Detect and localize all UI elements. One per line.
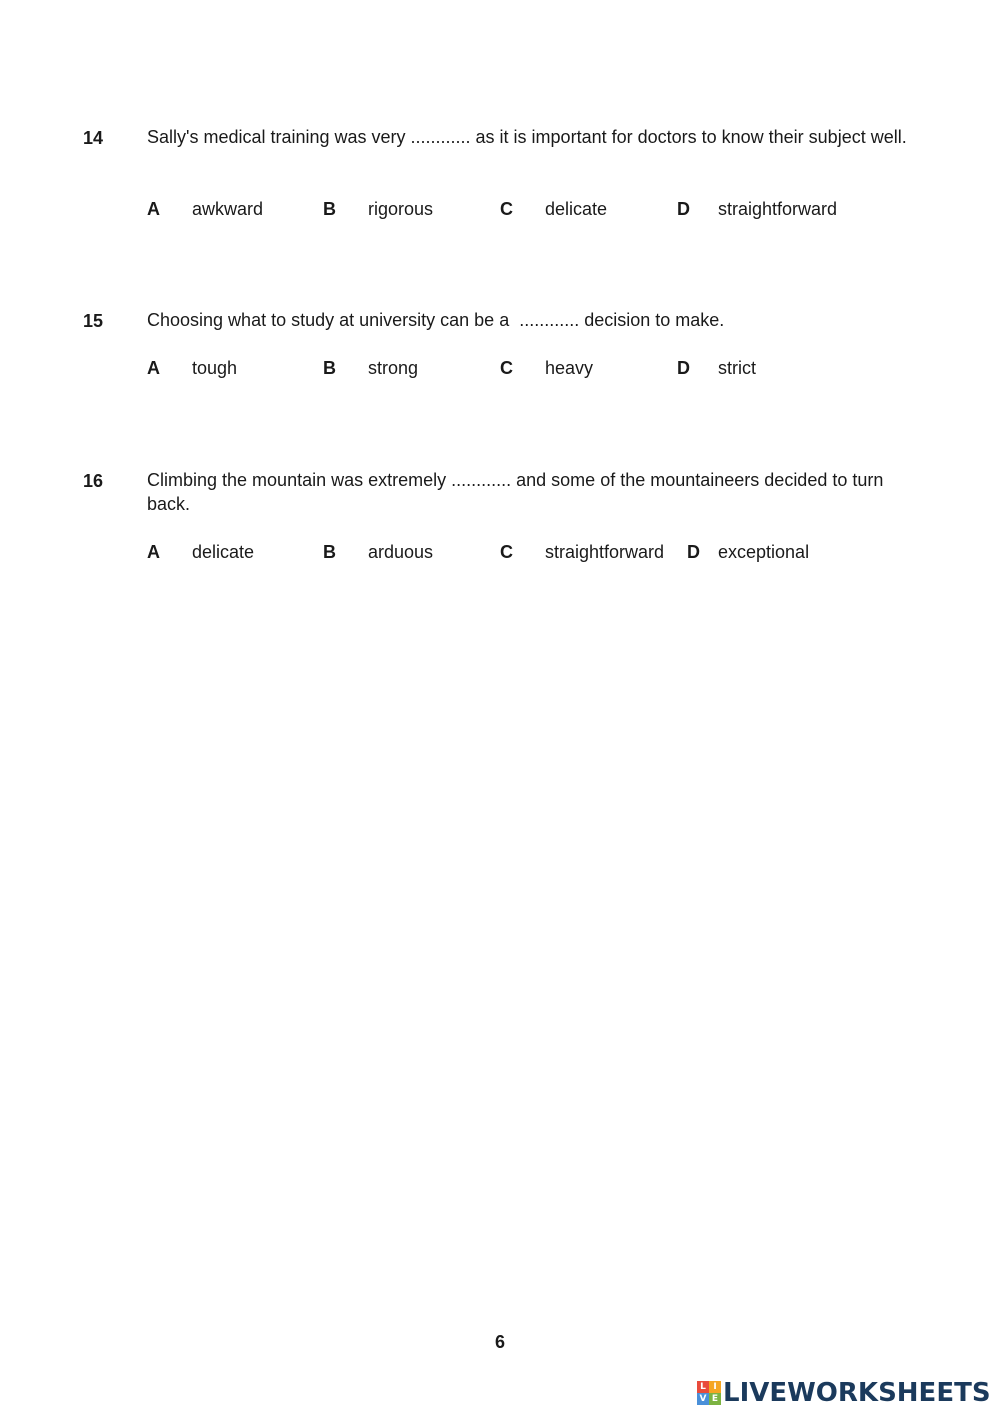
option-a-text[interactable]: delicate <box>192 542 255 562</box>
option-b-letter: B <box>323 542 336 562</box>
option-a-letter: A <box>147 358 160 378</box>
question-number: 16 <box>83 471 104 491</box>
option-c-text[interactable]: delicate <box>545 199 608 219</box>
question-number: 15 <box>83 311 104 331</box>
question-text: Climbing the mountain was extremely ............ and some of the mountaineers decided to turn back. <box>147 470 884 514</box>
logo-letter-i: I <box>709 1381 721 1393</box>
option-d-letter: D <box>677 199 690 219</box>
option-b-text[interactable]: arduous <box>368 542 434 562</box>
option-c-text[interactable]: heavy <box>545 358 594 378</box>
option-a-letter: A <box>147 542 160 562</box>
option-c-letter: C <box>500 358 513 378</box>
option-d-text[interactable]: strict <box>718 358 756 378</box>
option-a-text[interactable]: awkward <box>192 199 264 219</box>
option-a-letter: A <box>147 199 160 219</box>
liveworksheets-logo-icon <box>697 1381 721 1405</box>
question-text: Sally's medical training was very ............ as it is important for doctors to know their subject well. <box>147 127 907 147</box>
option-d-text[interactable]: exceptional <box>718 542 810 562</box>
option-b-letter: B <box>323 199 336 219</box>
brand-name: LIVEWORKSHEETS <box>723 1378 991 1408</box>
logo-letter-v: V <box>697 1393 709 1405</box>
logo-letter-l: L <box>697 1381 709 1393</box>
option-c-text[interactable]: straightforward <box>545 542 665 562</box>
option-d-text[interactable]: straightforward <box>718 199 838 219</box>
page-number: 6 <box>494 1332 505 1352</box>
option-d-letter: D <box>677 358 690 378</box>
option-c-letter: C <box>500 199 513 219</box>
liveworksheets-brand <box>697 1378 991 1408</box>
question-number: 14 <box>83 128 104 148</box>
option-b-text[interactable]: rigorous <box>368 199 434 219</box>
option-a-text[interactable]: tough <box>192 358 238 378</box>
option-b-text[interactable]: strong <box>368 358 419 378</box>
option-c-letter: C <box>500 542 513 562</box>
option-d-letter: D <box>687 542 700 562</box>
logo-letter-e: E <box>709 1393 721 1405</box>
question-text: Choosing what to study at university can be a ............ decision to make. <box>147 310 725 330</box>
option-b-letter: B <box>323 358 336 378</box>
